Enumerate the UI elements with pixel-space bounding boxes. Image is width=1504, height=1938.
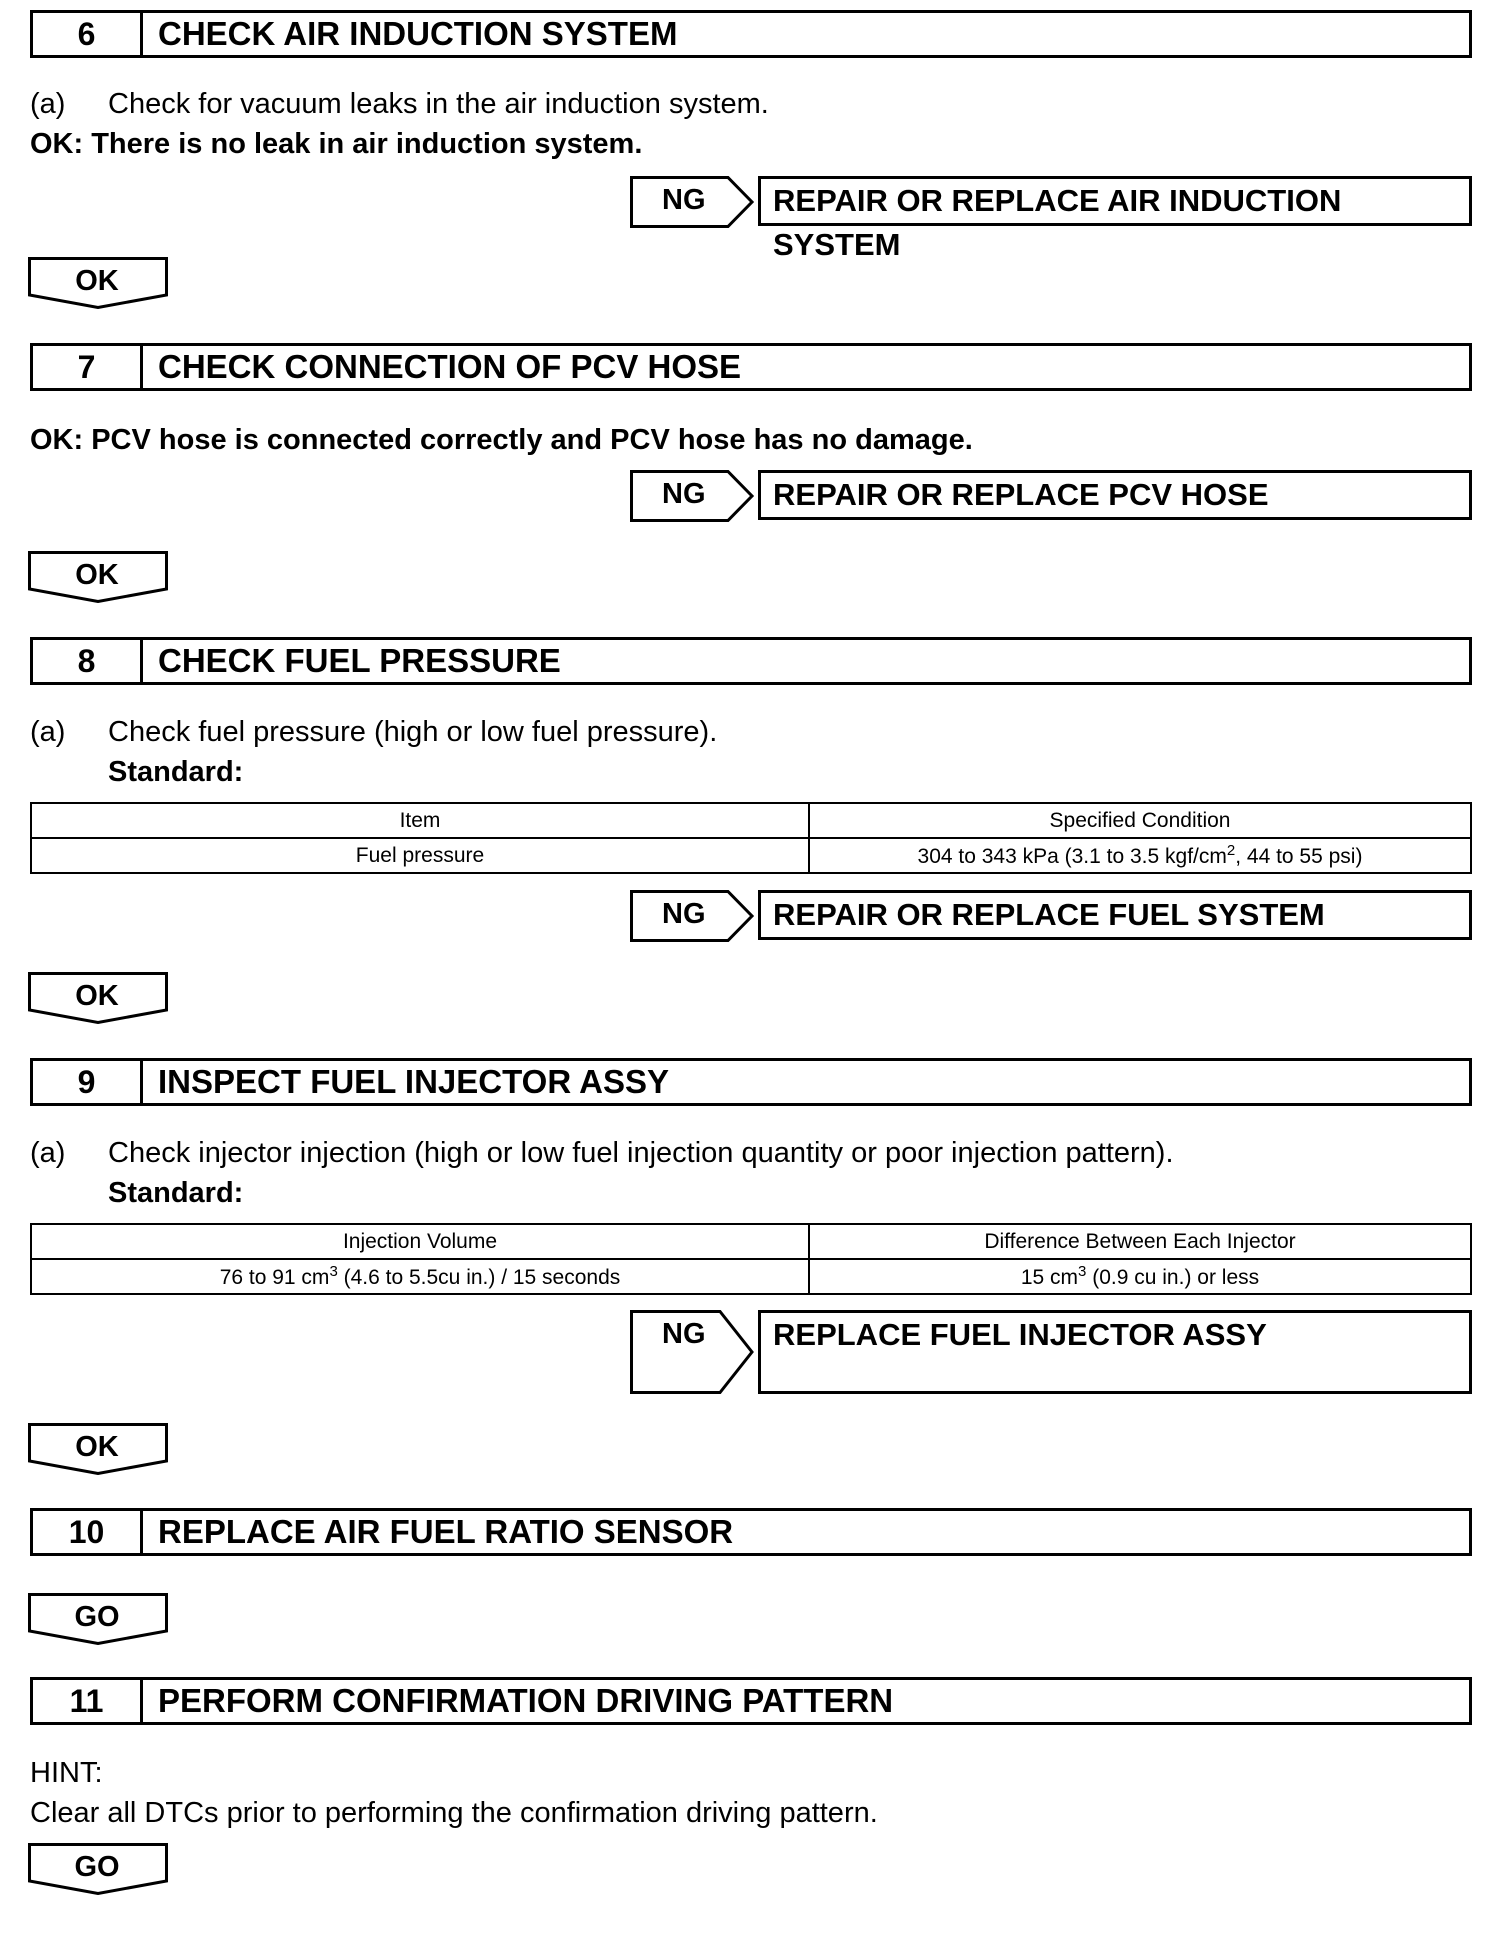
table-cell: Fuel pressure bbox=[31, 838, 809, 873]
table-header-row bbox=[31, 1224, 1471, 1259]
step-10-header bbox=[30, 1508, 1472, 1556]
step-6-header bbox=[30, 10, 1472, 58]
table-cell: 304 to 343 kPa (3.1 to 3.5 kgf/$cm^2$, 44 to 55 psi) bbox=[809, 838, 1471, 873]
ng-label: NG bbox=[662, 478, 706, 510]
sub-step-text: Check fuel pressure (high or low fuel pressure). bbox=[108, 716, 718, 748]
fuel-pressure-standard-table bbox=[30, 802, 1472, 874]
step-number: 8 bbox=[33, 640, 143, 682]
step-title: REPLACE AIR FUEL RATIO SENSOR bbox=[158, 1513, 734, 1550]
table-header-cell: Item bbox=[31, 803, 809, 838]
ng-label: NG bbox=[662, 184, 706, 216]
step-8-header bbox=[30, 637, 1472, 685]
ok-criteria: OK: There is no leak in air induction system. bbox=[30, 128, 643, 160]
sub-step-text: Check for vacuum leaks in the air induction system. bbox=[108, 88, 769, 120]
injection-standard-table bbox=[30, 1223, 1472, 1295]
continue-label: OK bbox=[75, 1431, 119, 1463]
sub-step-prefix: (a) bbox=[30, 88, 66, 120]
standard-label: Standard: bbox=[108, 1177, 244, 1209]
ok-criteria: OK: PCV hose is connected correctly and PCV hose has no damage. bbox=[30, 424, 973, 456]
continue-label: OK bbox=[75, 559, 119, 591]
sub-step-text: Check injector injection (high or low fuel injection quantity or poor injection pattern). bbox=[108, 1137, 1174, 1169]
step-title: CHECK FUEL PRESSURE bbox=[158, 642, 561, 679]
step-number: 7 bbox=[33, 346, 143, 388]
step-number: 9 bbox=[33, 1061, 143, 1103]
standard-label: Standard: bbox=[108, 756, 244, 788]
step-title: CHECK CONNECTION OF PCV HOSE bbox=[158, 348, 742, 385]
sub-step-prefix: (a) bbox=[30, 716, 66, 748]
table-header-row bbox=[31, 803, 1471, 838]
table-header-cell: Injection Volume bbox=[31, 1224, 809, 1259]
step-9-header bbox=[30, 1058, 1472, 1106]
step-number: 10 bbox=[33, 1511, 143, 1553]
sub-step-prefix: (a) bbox=[30, 1137, 66, 1169]
table-row bbox=[31, 838, 1471, 873]
ng-result-box: REPAIR OR REPLACE AIR INDUCTION SYSTEM bbox=[758, 176, 1472, 226]
continue-label: GO bbox=[74, 1601, 120, 1633]
step-7-header bbox=[30, 343, 1472, 391]
step-title: CHECK AIR INDUCTION SYSTEM bbox=[158, 15, 678, 52]
continue-label: OK bbox=[75, 980, 119, 1012]
table-header-cell: Specified Condition bbox=[809, 803, 1471, 838]
continue-label: OK bbox=[75, 265, 119, 297]
ng-result-box: REPAIR OR REPLACE PCV HOSE bbox=[758, 470, 1472, 520]
ng-result-box: REPLACE FUEL INJECTOR ASSY bbox=[758, 1310, 1472, 1394]
hint-text: Clear all DTCs prior to performing the confirmation driving pattern. bbox=[30, 1797, 878, 1829]
table-row bbox=[31, 1259, 1471, 1294]
ng-result-box: REPAIR OR REPLACE FUEL SYSTEM bbox=[758, 890, 1472, 940]
table-cell: 76 to 91 $cm^3$ (4.6 to 5.5cu in.) / 15 seconds bbox=[31, 1259, 809, 1294]
table-header-cell: Difference Between Each Injector bbox=[809, 1224, 1471, 1259]
hint-label: HINT: bbox=[30, 1757, 103, 1789]
step-number: 6 bbox=[33, 13, 143, 55]
ng-label: NG bbox=[662, 1318, 706, 1350]
continue-label: GO bbox=[74, 1851, 120, 1883]
table-cell: 15 $cm^3$ (0.9 cu in.) or less bbox=[809, 1259, 1471, 1294]
step-title: PERFORM CONFIRMATION DRIVING PATTERN bbox=[158, 1682, 894, 1719]
step-number: 11 bbox=[33, 1680, 143, 1722]
ng-label: NG bbox=[662, 898, 706, 930]
step-11-header bbox=[30, 1677, 1472, 1725]
step-title: INSPECT FUEL INJECTOR ASSY bbox=[158, 1063, 669, 1100]
